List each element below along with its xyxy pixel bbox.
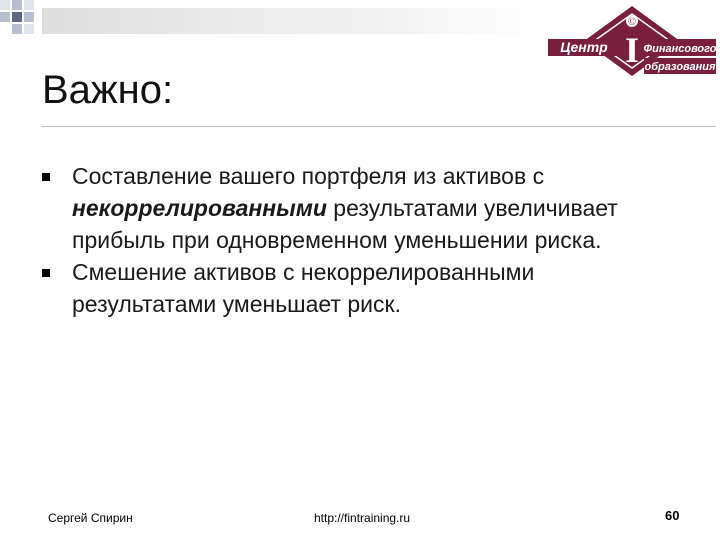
slide-title: Важно:: [42, 68, 174, 112]
logo-word-right-bottom: образования: [644, 61, 716, 73]
title-divider: [42, 126, 716, 127]
square-bullet-icon: [42, 173, 50, 181]
logo-copyright: ©: [627, 16, 637, 28]
logo-letter: I: [624, 30, 640, 70]
bullet-text: Смешение активов с некоррелированными результатами уменьшает риск.: [72, 259, 535, 317]
bullet-emphasis: некоррелированными: [72, 195, 327, 221]
page-number: 60: [665, 508, 680, 523]
bullet-text-end: результатами увеличивает прибыль при одновременном уменьшении риска.: [72, 195, 618, 253]
bullet-text-start: Составление вашего портфеля из активов с: [72, 163, 545, 189]
company-logo: [548, 4, 716, 78]
corner-square: [24, 0, 34, 10]
bullet-list: [42, 160, 682, 320]
logo-word-right-top: Финансового: [643, 43, 716, 55]
bullet-item: [42, 160, 682, 256]
logo-word-left: Центр: [560, 39, 608, 55]
corner-square: [24, 24, 34, 34]
square-bullet-icon: [42, 269, 50, 277]
corner-square: [0, 0, 10, 10]
header-band: [42, 8, 542, 34]
corner-square: [0, 12, 10, 22]
bullet-item: [42, 256, 682, 320]
corner-square: [24, 12, 34, 22]
corner-square: [12, 0, 22, 10]
corner-squares-decoration: [0, 0, 40, 44]
footer-url: http://fintraining.ru: [314, 511, 411, 525]
corner-square: [12, 24, 22, 34]
corner-square: [12, 12, 22, 22]
footer-author: Сергей Спирин: [48, 511, 133, 525]
